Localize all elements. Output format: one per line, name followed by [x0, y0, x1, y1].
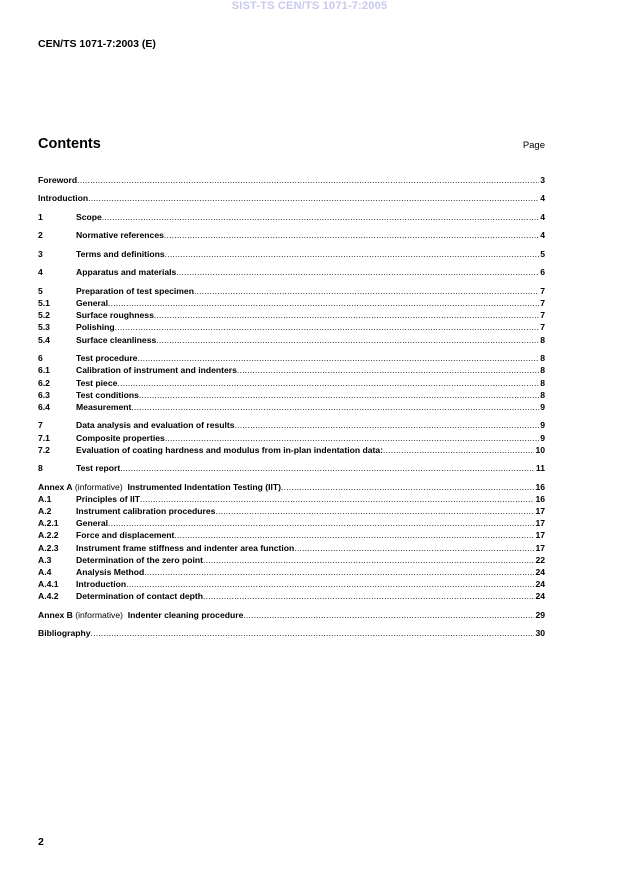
section-number: A.1: [38, 493, 52, 504]
toc-entry[interactable]: [38, 211, 545, 223]
section-title: Scope: [76, 211, 102, 222]
dot-leader: [165, 248, 540, 260]
toc-group: [38, 211, 545, 223]
annex-title: Instrumented Indentation Testing (IIT): [127, 481, 282, 492]
section-number: 5.4: [38, 334, 50, 345]
section-title: Normative references: [76, 230, 164, 241]
section-title: General: [76, 298, 109, 309]
toc-entry[interactable]: [38, 321, 545, 333]
section-title: Analysis Method: [76, 567, 145, 578]
dot-leader: [203, 590, 534, 602]
dot-leader: [102, 211, 539, 223]
page-ref: 7: [540, 310, 545, 321]
dot-leader: [140, 493, 534, 505]
toc-entry[interactable]: [38, 174, 545, 186]
dot-leader: [144, 566, 534, 578]
section-title: Instrument frame stiffness and indenter area function: [76, 542, 295, 553]
toc-entry[interactable]: [38, 578, 545, 590]
toc-group: [38, 609, 545, 621]
page-ref: 17: [535, 530, 545, 541]
page-ref: 9: [540, 420, 545, 431]
page-ref: 6: [540, 267, 545, 278]
toc-entry[interactable]: [38, 481, 545, 493]
section-title: General: [76, 518, 109, 529]
annex-title: Indenter cleaning procedure: [127, 609, 244, 620]
contents-title: Contents: [38, 136, 101, 152]
section-title: Test procedure: [76, 353, 138, 364]
section-title: Determination of the zero point: [76, 554, 203, 565]
dot-leader: [174, 529, 534, 541]
section-number: A.4.2: [38, 591, 59, 602]
section-number: A.2.2: [38, 530, 59, 541]
page-ref: 29: [535, 609, 545, 620]
section-number: 7.1: [38, 432, 50, 443]
page-ref: 11: [535, 463, 545, 474]
section-number: 4: [38, 267, 43, 278]
toc-entry[interactable]: [38, 248, 545, 260]
page-ref: 4: [540, 211, 545, 222]
dot-leader: [165, 432, 539, 444]
page-number: 2: [38, 836, 44, 848]
table-of-contents: [38, 174, 545, 646]
dot-leader: [88, 192, 539, 204]
dot-leader: [215, 505, 534, 517]
dot-leader: [154, 309, 539, 321]
page-ref: 7: [540, 285, 545, 296]
section-title: Test conditions: [76, 389, 139, 400]
annex-note: (informative): [72, 481, 128, 492]
section-number: 7.2: [38, 444, 50, 455]
section-title: Foreword: [38, 175, 78, 185]
section-number: A.3: [38, 554, 52, 565]
dot-leader: [131, 401, 539, 413]
toc-entry[interactable]: [38, 554, 545, 566]
toc-entry[interactable]: [38, 285, 545, 297]
dot-leader: [120, 462, 535, 474]
section-number: 8: [38, 463, 43, 474]
page-ref: 17: [535, 506, 545, 517]
toc-group: [38, 352, 545, 413]
toc-group: [38, 229, 545, 241]
section-number: 5.3: [38, 322, 50, 333]
dot-leader: [117, 377, 539, 389]
section-title: Terms and definitions: [76, 248, 165, 259]
section-title: Surface cleanliness: [76, 334, 157, 345]
toc-entry[interactable]: [38, 266, 545, 278]
dot-leader: [137, 352, 539, 364]
toc-group: [38, 481, 545, 603]
section-number: A.4.1: [38, 579, 59, 590]
section-number: A.2: [38, 506, 52, 517]
annex-label: Annex A: [38, 481, 73, 492]
toc-entry[interactable]: [38, 229, 545, 241]
toc-group: [38, 248, 545, 260]
page-ref: 16: [535, 493, 545, 504]
page-ref: 4: [540, 230, 545, 241]
page-ref: 24: [535, 591, 545, 602]
dot-leader: [139, 389, 539, 401]
dot-leader: [243, 609, 534, 621]
page-ref: 24: [535, 567, 545, 578]
toc-group: [38, 174, 545, 186]
toc-entry[interactable]: [38, 627, 545, 639]
toc-entry[interactable]: [38, 542, 545, 554]
page-ref: 7: [540, 298, 545, 309]
toc-entry[interactable]: [38, 590, 545, 602]
section-title: Principles of IIT: [76, 493, 140, 504]
toc-entry[interactable]: [38, 334, 545, 346]
section-number: 6.4: [38, 401, 50, 412]
annex-note: (informative): [72, 609, 128, 620]
toc-entry[interactable]: [38, 352, 545, 364]
section-number: 6.1: [38, 365, 50, 376]
page-ref: 17: [535, 542, 545, 553]
section-title: Introduction: [38, 193, 89, 204]
page-ref: 24: [535, 579, 545, 590]
watermark: SIST-TS CEN/TS 1071-7:2005: [231, 0, 388, 12]
toc-entry[interactable]: [38, 309, 545, 321]
dot-leader: [156, 334, 539, 346]
toc-entry[interactable]: [38, 401, 545, 413]
page-ref: 8: [540, 353, 545, 364]
section-title: Instrument calibration procedures: [76, 506, 216, 517]
section-number: 5.1: [38, 298, 50, 309]
dot-leader: [203, 554, 534, 566]
page-ref: 7: [540, 322, 545, 333]
section-title: Preparation of test specimen: [76, 285, 194, 296]
toc-entry-title: [38, 609, 243, 621]
section-title: Calibration of instrument and indenters: [76, 365, 237, 376]
dot-leader: [281, 481, 534, 493]
dot-leader: [91, 627, 535, 639]
dot-leader: [235, 419, 540, 431]
toc-group: [38, 462, 545, 474]
section-title: Surface roughness: [76, 310, 154, 321]
dot-leader: [126, 578, 534, 590]
toc-entry-title: [38, 481, 281, 493]
toc-entry[interactable]: [38, 566, 545, 578]
annex-label: Annex B: [38, 609, 73, 620]
document-id: CEN/TS 1071-7:2003 (E): [38, 38, 156, 50]
section-title: Force and displacement: [76, 530, 175, 541]
page-ref: 4: [540, 193, 545, 204]
dot-leader: [237, 364, 539, 376]
section-number: 5.2: [38, 310, 50, 321]
page-ref: 5: [540, 248, 545, 259]
section-title: Test report: [76, 463, 121, 474]
toc-group: [38, 192, 545, 204]
section-number: A.2.3: [38, 542, 59, 553]
toc-entry[interactable]: [38, 444, 545, 456]
page-ref: 16: [535, 481, 545, 492]
page-ref: 8: [540, 377, 545, 388]
page-column-label: Page: [522, 140, 545, 151]
section-number: A.4: [38, 567, 52, 578]
toc-entry[interactable]: [38, 493, 545, 505]
page-ref: 8: [540, 389, 545, 400]
section-number: A.2.1: [38, 518, 59, 529]
toc-entry[interactable]: [38, 389, 545, 401]
toc-entry[interactable]: [38, 505, 545, 517]
section-number: 6.2: [38, 377, 50, 388]
page-ref: 22: [535, 554, 545, 565]
page-ref: 3: [540, 175, 545, 185]
toc-entry[interactable]: [38, 377, 545, 389]
dot-leader: [108, 297, 539, 309]
section-number: 2: [38, 230, 43, 241]
section-title: Test piece: [76, 377, 118, 388]
page-ref: 17: [535, 518, 545, 529]
dot-leader: [77, 174, 539, 186]
section-number: 7: [38, 420, 43, 431]
section-number: 1: [38, 211, 43, 222]
page-ref: 10: [535, 444, 545, 455]
toc-entry[interactable]: [38, 609, 545, 621]
section-title: Apparatus and materials: [76, 267, 177, 278]
section-title: Evaluation of coating hardness and modulus from in-plan indentation data:: [76, 444, 384, 455]
section-title: Introduction: [76, 579, 127, 590]
toc-entry[interactable]: [38, 192, 545, 204]
section-title: Composite properties: [76, 432, 165, 443]
page-ref: 30: [535, 628, 545, 639]
toc-group: [38, 419, 545, 456]
toc-entry[interactable]: [38, 297, 545, 309]
toc-entry[interactable]: [38, 529, 545, 541]
toc-entry[interactable]: [38, 517, 545, 529]
dot-leader: [115, 321, 540, 333]
toc-group: [38, 285, 545, 346]
dot-leader: [194, 285, 539, 297]
section-title: Polishing: [76, 322, 115, 333]
section-title: Determination of contact depth: [76, 591, 204, 602]
toc-group: [38, 266, 545, 278]
dot-leader: [294, 542, 534, 554]
page-ref: 9: [540, 432, 545, 443]
toc-group: [38, 627, 545, 639]
toc-entry[interactable]: [38, 432, 545, 444]
page-ref: 9: [540, 401, 545, 412]
toc-entry[interactable]: [38, 364, 545, 376]
dot-leader: [176, 266, 539, 278]
section-number: 6.3: [38, 389, 50, 400]
section-number: 3: [38, 248, 43, 259]
section-title: Data analysis and evaluation of results: [76, 420, 235, 431]
section-number: 5: [38, 285, 43, 296]
section-number: 6: [38, 353, 43, 364]
section-title: Measurement: [76, 401, 132, 412]
dot-leader: [108, 517, 534, 529]
dot-leader: [164, 229, 539, 241]
section-title: Bibliography: [38, 628, 91, 639]
toc-entry[interactable]: [38, 419, 545, 431]
toc-entry[interactable]: [38, 462, 545, 474]
dot-leader: [383, 444, 534, 456]
page-ref: 8: [540, 365, 545, 376]
page-ref: 8: [540, 334, 545, 345]
